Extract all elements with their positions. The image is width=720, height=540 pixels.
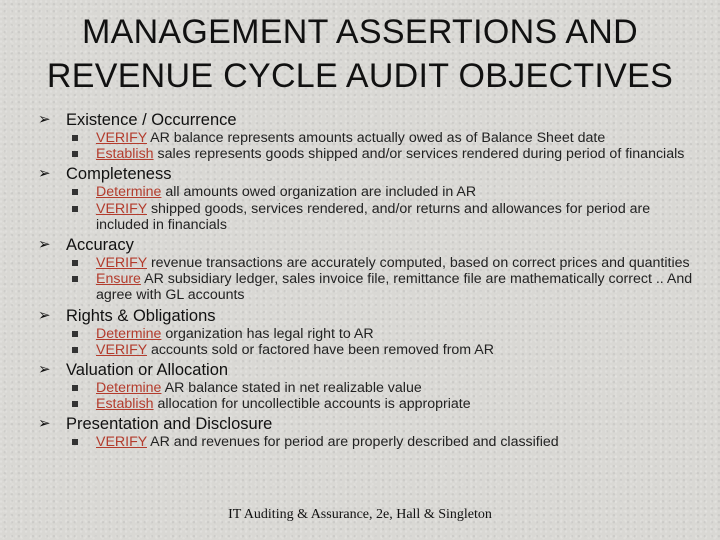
objective-text: sales represents goods shipped and/or services rendered during period of financials [153,146,685,163]
objective-text: AR balance represents amounts actually owed as of Balance Sheet date [147,130,606,146]
objective-text: AR subsidiary ledger, sales invoice file, remittance file are mathematically correct .. And agree with GL accounts [96,271,693,304]
title-line-2: REVENUE CYCLE AUDIT OBJECTIVES [46,57,674,95]
slide-footer: IT Auditing & Assurance, 2e, Hall & Singleton [228,507,492,522]
objective-item [38,255,702,271]
objective-text: AR balance stated in net realizable value [161,380,422,397]
section-heading-label: Presentation and Disclosure [66,415,273,434]
objective-verb: Ensure [96,271,141,288]
square-bullet-icon [72,151,78,157]
objective-verb: Determine [96,380,162,397]
objective-item [38,130,702,146]
objective-verb: Determine [96,184,162,201]
section-accuracy [38,235,702,304]
section-existence-occurrence [38,110,702,162]
arrow-right-icon: ➢ [38,415,51,433]
objective-verb: VERIFY [96,255,147,272]
objective-item [38,434,702,450]
objective-text: accounts sold or factored have been removed from AR [147,341,494,358]
section-rights-obligations [38,306,702,358]
objective-text: allocation for uncollectible accounts is appropriate [153,396,471,413]
objective-item [38,201,702,233]
objective-text: all amounts owed organization are included in AR [161,184,477,201]
arrow-right-icon: ➢ [38,111,51,128]
objective-verb: Establish [96,396,154,413]
objective-list [38,130,702,162]
arrow-right-icon: ➢ [38,236,51,254]
section-valuation-allocation [38,360,702,412]
section-heading [38,110,702,130]
section-heading-label: Existence / Occurrence [66,111,237,129]
section-presentation-disclosure [38,414,702,450]
section-heading-label: Rights & Obligations [66,306,216,325]
arrow-right-icon: ➢ [38,361,51,379]
objective-list [38,255,702,304]
objective-list [38,380,702,412]
square-bullet-icon [72,206,78,212]
square-bullet-icon [72,401,78,407]
section-heading-label: Valuation or Allocation [66,361,229,380]
section-heading [38,414,702,434]
objective-item [38,396,702,412]
objective-verb: VERIFY [96,434,147,451]
square-bullet-icon [72,260,78,266]
square-bullet-icon [72,439,78,445]
objective-item [38,380,702,396]
objective-verb: VERIFY [96,200,147,217]
section-heading-label: Accuracy [66,236,134,255]
objective-text: shipped goods, services rendered, and/or returns and allowances for period are included in financials [96,200,651,233]
square-bullet-icon [72,276,78,282]
objective-item [38,146,702,162]
objective-list [38,326,702,358]
section-heading [38,306,702,326]
objective-list [38,434,702,450]
objective-verb: Determine [96,325,162,342]
square-bullet-icon [72,385,78,391]
objective-item [38,184,702,200]
objective-verb: VERIFY [96,341,147,358]
objective-text: revenue transactions are accurately computed, based on correct prices and quantities [147,255,690,272]
section-heading [38,360,702,380]
arrow-right-icon: ➢ [38,306,51,324]
slide-title [0,10,720,98]
title-line-1: MANAGEMENT ASSERTIONS AND [81,13,639,51]
assertions-list [38,110,702,453]
objective-item [38,271,702,303]
objective-item [38,342,702,358]
section-heading [38,235,702,255]
section-heading-label: Completeness [66,165,172,184]
objective-item [38,326,702,342]
objective-text: AR and revenues for period are properly described and classified [147,434,559,451]
section-heading [38,164,702,184]
objective-text: organization has legal right to AR [161,325,374,342]
arrow-right-icon: ➢ [38,165,51,183]
square-bullet-icon [72,135,78,141]
section-completeness [38,164,702,233]
square-bullet-icon [72,189,78,195]
objective-verb: VERIFY [96,130,147,146]
square-bullet-icon [72,331,78,337]
square-bullet-icon [72,347,78,353]
objective-list [38,184,702,233]
objective-verb: Establish [96,146,154,163]
